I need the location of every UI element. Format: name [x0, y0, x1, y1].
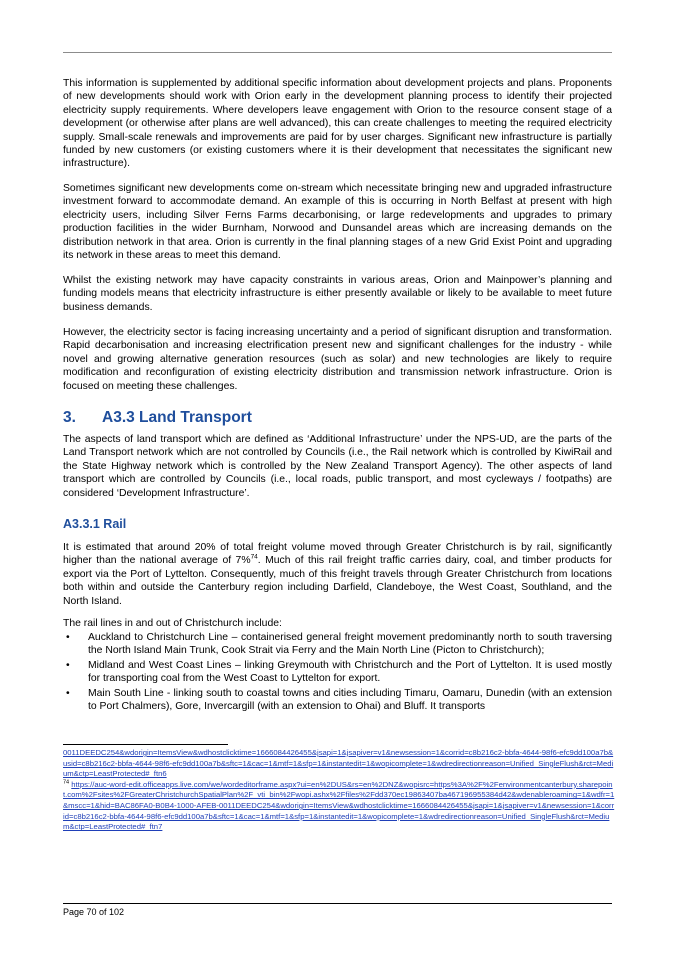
footnote-ref-74[interactable]: 74	[250, 553, 258, 561]
rail-freight-text-start: It is estimated that around 20% of total freight volume moved through Greater Christchurch is by rail, significantly higher than the national average of 7%	[63, 542, 612, 567]
paragraph-new-developments: Sometimes significant new developments come on-stream which necessitate bringing new and upgraded infrastructure investment forward to accommodate demand. An example of this is occurring in North Belfast at present with high electricity users, including Silver Ferns Farms decarbonising, or large redevelopments and upgrades to primary production facilities in the wider Burnham, Norwood and Dunsandel areas which are increasing demands on the distribution network in that area. Orion is currently in the final planning stages of a new Grid Exist Point and upgrading its network in these areas to meet this demand.	[63, 183, 612, 262]
section-number: 3.	[63, 409, 76, 426]
bullet-icon: •	[66, 659, 70, 671]
footnote-link[interactable]: 0011DEEDC254&wdorigin=ItemsView&wdhostclicktime=1666084426455&jsapi=1&jsapiver=v1&newsession=1&corrid=c8b216c2-bbfa-4644-98f6-efc9dd100a7b&usid=c8b216c2-bbfa-4644-98f6-efc9dd100a7b&sftc=1&cac=1&mtf=1&sfp=1&instantedit=1&wopicomplete=1&wdredirectionreason=Unified_SingleFlush&rct=Medium&ctp=LeastProtected#_ftn6	[63, 748, 614, 779]
paragraph-electricity-sector: However, the electricity sector is facing increasing uncertainty and a period of significant disruption and transformation. Rapid decarbonisation and increasing electrification present new and significant challenges for the industry - while novel and growing alternative generation resources (such as solar) and new technologies are likely to require modification and reconfiguration of existing electricity distribution and transmission network infrastructure. Orion is focused on meeting these challenges.	[63, 327, 612, 392]
paragraph-rail-lines-intro: The rail lines in and out of Christchurch include:	[63, 618, 282, 629]
paragraph-land-transport: The aspects of land transport which are defined as ‘Additional Infrastructure’ under the NPS-UD, are the parts of the Land Transport network which are not controlled by Councils (i.e., the Rail network which is controlled by KiwiRail and the State Highway network which is controlled by the New Zealand Transport Agency). The other aspects of land transport which are controlled by Councils (i.e., local roads, public transport, and most cycleways / footpaths) are considered ‘Development Infrastructure’.	[63, 434, 612, 499]
page-number: Page 70 of 102	[63, 907, 125, 917]
footnote-74	[63, 780, 615, 833]
footnotes	[63, 748, 615, 833]
footer-rule	[63, 903, 612, 904]
list-item	[63, 631, 612, 658]
footnote-link[interactable]: https://auc-word-edit.officeapps.live.com/we/wordeditorframe.aspx?ui=en%2DUS&rs=en%2DNZ&wopisrc=https%3A%2F%2Fenvironmentcanterbury.sharepoint.com%2Fsites%2FGreaterChristchurchSpatialPlan%2F_vti_bin%2Fwopi.ashx%2Ffiles%2Fdd370ec19863407ba467196955384d42&wdenableroaming=1&wdfr=1&mscc=1&hid=BAC86FA0-B0B4-1000-AFEB-0011DEEDC254&wdorigin=ItemsView&wdhostclicktime=1666084426455&jsapi=1&jsapiver=v1&newsession=1&corrid=c8b216c2-bbfa-4644-98f6-efc9dd100a7b&sftc=1&cac=1&mtf=1&sfp=1&instantedit=1&wopicomplete=1&wdredirectionreason=Unified_SingleFlush&rct=Medium&ctp=LeastProtected#_ftn7	[63, 779, 615, 832]
footnote-number: 74	[63, 779, 70, 786]
bullet-icon: •	[66, 632, 70, 643]
subsection-heading-rail: A3.3.1 Rail	[63, 517, 127, 531]
list-item-text: Auckland to Christchurch Line – containerised general freight movement predominantly north to south traversing the North Island Main Trunk, Cook Strait via Ferry and the Main North Line (Picton to Christchurch);	[88, 632, 612, 657]
list-item-text: Midland and West Coast Lines – linking Greymouth with Christchurch and the Port of Lyttelton. It is used mostly for transporting coal from the West Coast to Lyttelton for export.	[88, 659, 612, 685]
header-rule	[63, 52, 612, 53]
paragraph-rail-freight	[63, 541, 612, 608]
section-title: A3.3 Land Transport	[102, 409, 252, 426]
rail-freight-text-end: . Much of this rail freight traffic carries dairy, coal, and timber products for export via the Port of Lyttelton. Consequently, much of this freight travels through Greater Christchurch from locations both within and outside the Canterbury region including Darfield, Clandeboye, the West Coast, Southland, and the North Island.	[63, 555, 612, 607]
list-item	[63, 659, 612, 686]
rail-lines-list	[63, 631, 612, 714]
bullet-icon: •	[66, 687, 70, 699]
list-item	[63, 687, 612, 714]
footnote-continued	[63, 748, 615, 780]
list-item-text: Main South Line - linking south to coastal towns and cities including Timaru, Oamaru, Dunedin (with an extension to Port Chalmers), Gore, Invercargill (with an extension to Ohai) and Bluff. It transports	[88, 687, 612, 713]
footnote-separator	[63, 744, 228, 745]
paragraph-orion-info: This information is supplemented by additional specific information about development projects and plans. Proponents of new developments should work with Orion early in the development planning process to identify their projected electricity supply requirements. Where developers leave engagement with Orion to the resource consent stage of a development (or otherwise after plans are well advanced), this can create challenges to meeting the required electricity supply. Small-scale renewals and improvements are paid for by user charges. Significant new infrastructure is partially funded by new customers (or existing customers where it is their development that necessitates the significant new infrastructure).	[63, 78, 612, 170]
paragraph-capacity: Whilst the existing network may have capacity constraints in various areas, Orion and Mainpower’s planning and funding models means that electricity infrastructure is either presently available or likely to be available to meet future business demands.	[63, 275, 612, 313]
section-heading-land-transport	[63, 409, 252, 427]
